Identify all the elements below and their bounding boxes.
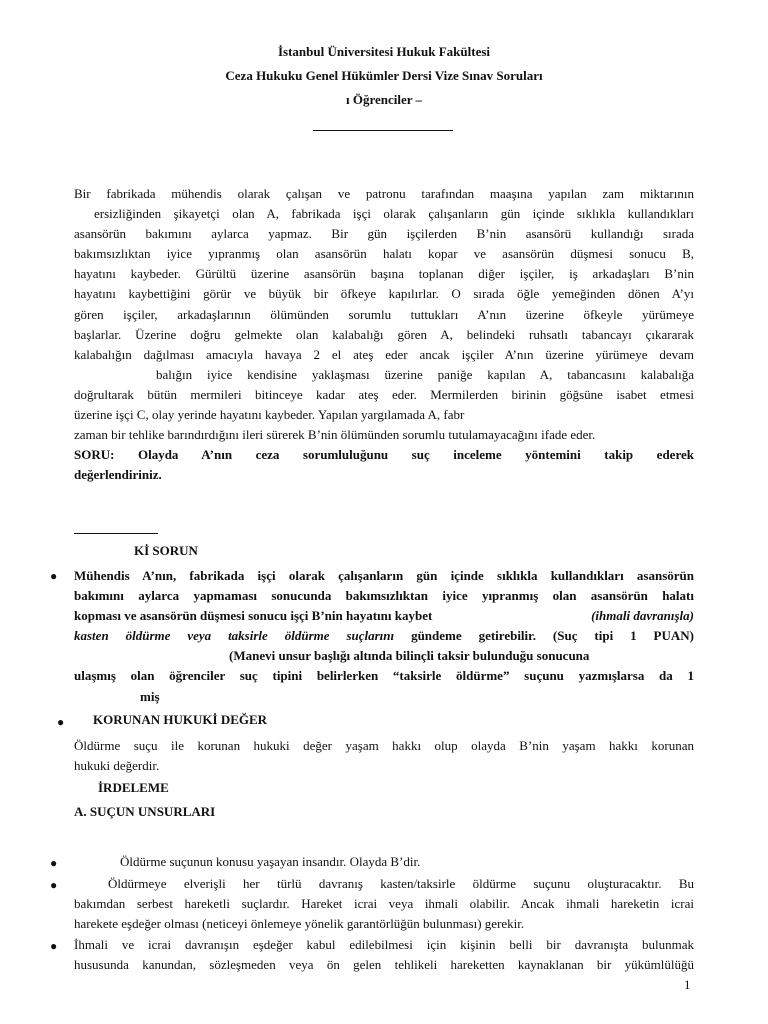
protected-value-text <box>74 736 694 776</box>
issue-line-italic: (ihmali davranışla) <box>591 608 694 624</box>
case-line: üzerine işçi C, olay yerinde hayatını kaybeder. Yapılan yargılamada A, fabr <box>74 407 465 423</box>
elements-bullet-1 <box>74 852 694 872</box>
question-line: SORU: Olayda A’nın ceza sorumluluğunu suç inceleme yöntemini takip ederek <box>74 447 694 463</box>
case-line: asansörün bakımını aylarca yapmaz. Bir gün işçilerden B’nin asansörü kullandığı sırada <box>74 226 694 242</box>
subsection-title-elements: A. SUÇUN UNSURLARI <box>74 804 216 819</box>
bullet-icon: ● <box>50 939 58 953</box>
case-line: doğrultarak bütün mermileri bitinceye kadar ateş eder. Mermilerden birinin göğsüne isabet etmesi <box>74 386 694 402</box>
case-line: bakımsızlıktan iyice yıpranmış olan asansörün halatı kopar ve asansörün düşmesi sonucu B, <box>74 246 694 262</box>
case-line: kalabalığın dağılması amacıyla havaya 2 el ateş eder ancak işçiler A’nın üzerine yürümeye devam <box>74 346 694 362</box>
bullet-icon: ● <box>50 878 58 892</box>
section-title-issue: Kİ SORUN <box>134 543 198 558</box>
section-rule <box>74 533 158 534</box>
header-university: İstanbul Üniversitesi Hukuk Fakültesi <box>277 44 491 59</box>
case-paragraph <box>74 184 694 485</box>
bullet-icon: ● <box>50 569 58 583</box>
issue-line: (Manevi unsur başlığı altında bilinçli taksir bulunduğu sonucuna <box>229 648 590 664</box>
issue-line <box>74 606 694 626</box>
case-line: hayatını kaybettiğini görür ve büyük bir öfkeye kapılırlar. O sırada öğle yemeğinden dönen A’yı <box>74 286 694 302</box>
issue-line <box>74 626 694 646</box>
elements-line: İhmali ve icrai davranışın eşdeğer kabul edilebilmesi için kişinin belli bir davranışta bulunmak <box>74 937 694 952</box>
case-line: ersizliğinden şikayetçi olan A, fabrikada işçi olarak çalışanların gün içinde sıklıkla kullandıkları <box>94 206 694 222</box>
elements-line: bakımdan serbest hareketli suçlardır. Hareket icrai veya ihmali olabilir. Ancak ihmali hareketin icrai <box>74 896 694 912</box>
header-exam-title: Ceza Hukuku Genel Hükümler Dersi Vize Sınav Soruları <box>225 68 543 83</box>
case-line: hayatını kaybeder. Gürültü üzerine asansörün başına toplanan diğer işçiler, iş arkadaşları B’nin <box>74 266 694 282</box>
protected-value-line: hukuki değerdir. <box>74 758 160 774</box>
section-title-protected-value: KORUNAN HUKUKİ DEĞER <box>93 712 268 727</box>
case-line: gören işçiler, arkadaşlarının ölümünden sorumlu tuttukları A’nın üzerine öfkeyle yürümeye <box>74 306 694 322</box>
elements-bullet-3 <box>74 935 694 975</box>
page-number: 1 <box>684 977 691 992</box>
case-line: başlarlar. Üzerine doğru gelmekte olan kalabalığı gören A, belindeki ruhsatlı tabancayı çıkararak <box>74 326 694 342</box>
bullet-icon: ● <box>50 856 58 870</box>
elements-line: harekete eşdeğer olması (neticeyi önlemeye yönelik garantörlüğün bulunması) gerekir. <box>74 916 525 932</box>
case-line: zaman bir tehlike barındırdığını ileri sürerek B’nin ölümünden sorumlu tutulamayacağını ifade eder. <box>74 427 596 443</box>
issue-line-italic: kasten öldürme veya taksirle öldürme suçlarını <box>74 628 395 644</box>
issue-bullet-text <box>74 566 694 707</box>
header-rule <box>313 130 453 131</box>
issue-line: Mühendis A’nın, fabrikada işçi olarak çalışanların gün içinde sıklıkla kullandıkları asansörün <box>74 568 694 583</box>
issue-line: bakımını aylarca yapmaması sonucunda bakımsızlıktan iyice yıpranmış olan asansörün halatı <box>74 588 694 604</box>
issue-line: ulaşmış olan öğrenciler suç tipini belirlerken “taksirle öldürme” suçunu yazmışlarsa da 1 <box>74 668 694 684</box>
question-line: değerlendiriniz. <box>74 467 162 483</box>
header-students: ı Öğrenciler – <box>345 92 423 107</box>
elements-line: Öldürme suçunun konusu yaşayan insandır. Olayda B’dir. <box>120 854 421 869</box>
protected-value-line: Öldürme suçu ile korunan hukuki değer yaşam hakkı olup olayda B’nin yaşam hakkı korunan <box>74 738 694 753</box>
elements-line: Öldürmeye elverişli her türlü davranış kasten/taksirle öldürme suçunu oluşturacaktır. Bu <box>108 876 694 891</box>
case-line: balığın iyice kendisine yaklaşması üzerine paniğe kapılan A, tabancasını kalabalığa <box>156 366 694 382</box>
issue-line: miş <box>140 688 160 704</box>
issue-line-part: kopması ve asansörün düşmesi sonucu işçi B’nin hayatını kaybet <box>74 608 433 624</box>
bullet-icon: ● <box>57 715 65 729</box>
case-line: Bir fabrikada mühendis olarak çalışan ve patronu tarafından maaşına yapılan zam miktarının <box>74 186 694 201</box>
issue-line-part: gündeme getirebilir. (Suç tipi 1 PUAN) <box>394 628 694 644</box>
section-title-analysis: İRDELEME <box>98 780 169 795</box>
elements-line: hususunda kanundan, sözleşmeden veya ön gelen tehlikeli hareketten kaynaklanan bir yükümlülüğü <box>74 957 694 973</box>
elements-bullet-2 <box>74 874 694 934</box>
